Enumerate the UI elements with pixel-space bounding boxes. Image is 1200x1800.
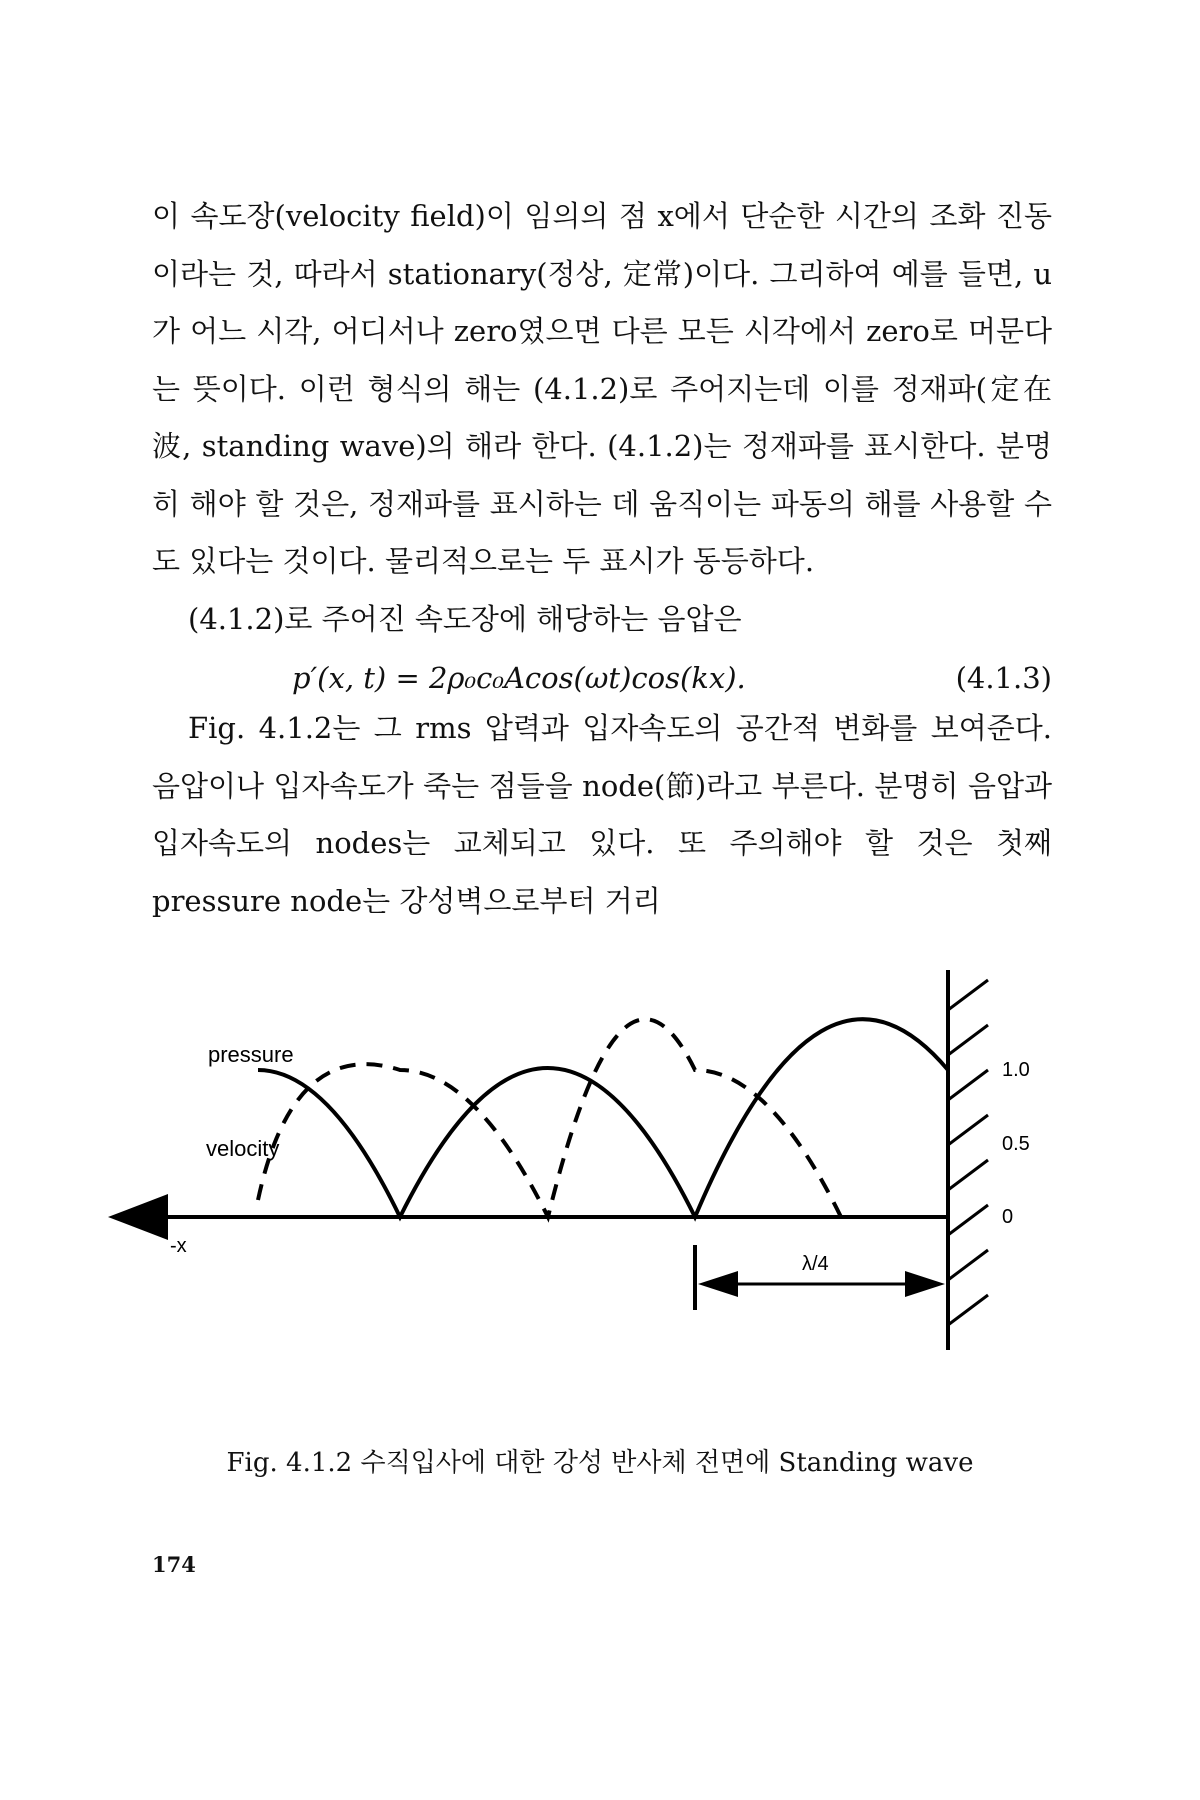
velocity-curve — [258, 1019, 841, 1217]
dimension-arrow-left — [698, 1271, 738, 1297]
figure-caption: Fig. 4.1.2 수직입사에 대한 강성 반사체 전면에 Standing wave — [226, 1448, 974, 1478]
equation-number: (4.1.3) — [955, 661, 1052, 695]
x-axis-arrow — [108, 1194, 168, 1240]
pressure-label: pressure — [208, 1042, 294, 1067]
paragraph-2: (4.1.2)로 주어진 속도장에 해당하는 음압은 — [188, 601, 742, 636]
body-text-2 — [152, 700, 1052, 930]
paragraph-3: Fig. 4.1.2는 그 rms 압력과 입자속도의 공간적 변화를 보여준다. 음압이나 입자속도가 죽는 점들을 node(節)라고 부른다. 분명히 음압과 입자속도의 nodes는 교체되고 있다. 또 주의해야 할 것은 첫째 pressure node는 강성벽으로부터 거리 — [152, 711, 1052, 918]
standing-wave-figure — [100, 970, 1100, 1390]
scale-label-0: 0 — [1002, 1206, 1014, 1228]
equation-expression: p′(x, t) = 2ρ₀c₀Acos(ωt)cos(kx). — [292, 661, 746, 695]
scale-label-0-5: 0.5 — [1002, 1133, 1030, 1155]
page-number: 174 — [152, 1552, 196, 1577]
body-text — [152, 188, 1052, 648]
dimension-arrow-right — [905, 1271, 945, 1297]
pressure-curve — [258, 1019, 948, 1217]
wall-hatching — [948, 980, 988, 1325]
paragraph-1: 이 속도장(velocity field)이 임의의 점 x에서 단순한 시간의 조화 진동이라는 것, 따라서 stationary(정상, 定常)이다. 그리하여 예를 들면, u가 어느 시각, 어디서나 zero였으면 다른 모든 시각에서 zero로 머문다는 뜻이다. 이런 형식의 해는 (4.1.2)로 주어지는데 이를 정재파(定在波, standing wave)의 해라 한다. (4.1.2)는 정재파를 표시한다. 분명히 해야 할 것은, 정재파를 표시하는 데 움직이는 파동의 해를 사용할 수도 있다는 것이다. 물리적으로는 두 표시가 동등하다. — [152, 199, 1052, 578]
axis-label-minus-x: -x — [170, 1235, 187, 1257]
lambda-quarter-label: λ/4 — [802, 1253, 829, 1275]
velocity-label: velocity — [206, 1136, 280, 1161]
scale-label-1-0: 1.0 — [1002, 1059, 1030, 1081]
